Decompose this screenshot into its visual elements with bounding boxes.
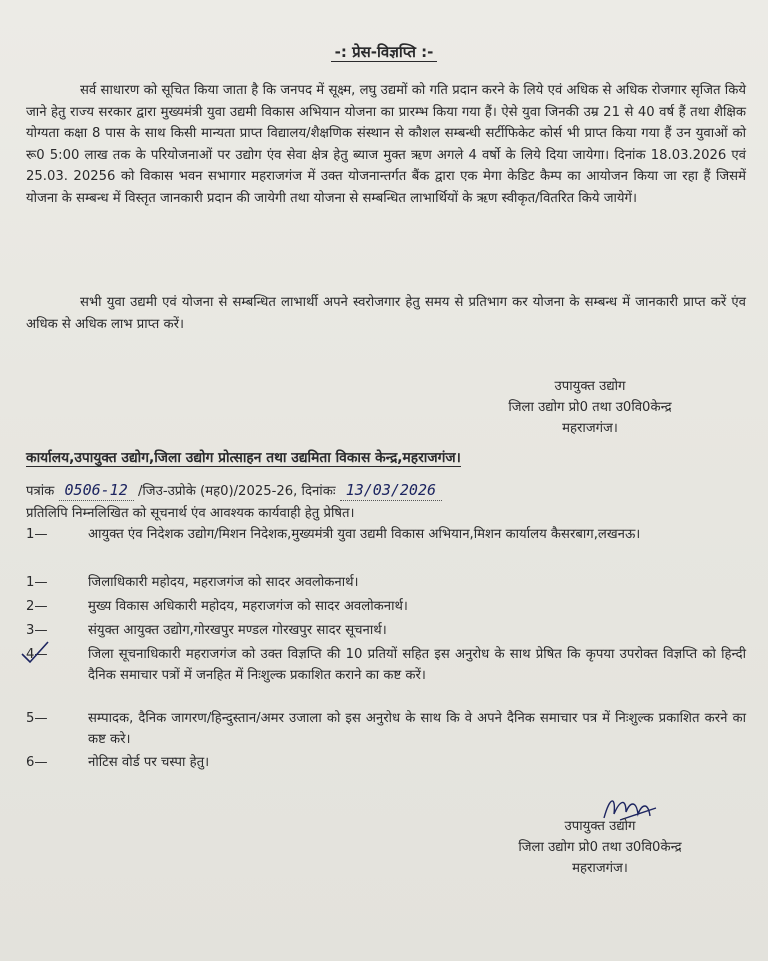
- list-item-number: 6—: [26, 755, 48, 770]
- signatory-location: महराजगंज।: [572, 861, 628, 876]
- reference-line: [26, 480, 746, 502]
- list-item-text: सम्पादक, दैनिक जागरण/हिन्दुस्तान/अमर उजाला को इस अनुरोध के साथ कि वे अपने दैनिक समाचार पत्र में निःशुल्क प्रकाशित करने का कष्ट करे।: [88, 711, 746, 747]
- list-item-number: 3—: [26, 623, 48, 638]
- announcement-paragraph: सर्व साधारण को सूचित किया जाता है कि जनपद में सूक्ष्म, लघु उद्यमों को गति प्रदान करने के लिये एवं अधिक से अधिक रोजगार सृजित किये जाने हेतु राज्य सरकार द्वारा मुख्यमंत्री युवा उद्यमी विकास अभियान योजना का प्रारम्भ किया गया हैं। ऐसे युवा जिनकी उम्र 21 से 40 वर्ष हैं तथा शैक्षिक योग्यता कक्षा 8 पास के साथ किसी मान्यता प्राप्त विद्यालय/शैक्षणिक संस्थान से कौशल सम्बन्धी सर्टीफिकेट कोर्स भी प्राप्त किया गया हैं उन युवाओं को रू0 5:00 लाख तक के परियोजनाओं पर उद्योग एंव सेवा क्षेत्र हेतु ब्याज मुक्त ऋण अगले 4 वर्षो के लिये दिया जायेगा। दिनांक 18.03.2026 एवं 25.03. 20256 को विकास भवन सभागार महराजगंज में उक्त योजनान्तर्गत बैंक द्वारा एक मेगा केडिट कैम्प का आयोजन किया जा रहा हैं जिसमें योजना के सम्बन्ध में विस्तृत जानकारी प्रदान की जायेगी तथा योजना से सम्बन्धित लाभार्थियों के ऋण स्वीकृत/वितरित किये जायेगें।: [26, 83, 746, 206]
- list-item-text: मुख्य विकास अधिकारी महोदय, महराजगंज को सादर अवलोकनार्थ।: [88, 599, 408, 614]
- signatory-designation: उपायुक्त उद्योग: [564, 819, 636, 834]
- signatory-location: महराजगंज।: [562, 421, 618, 436]
- tick-mark-icon: [20, 640, 50, 666]
- list-item-text: संयुक्त आयुक्त उद्योग,गोरखपुर मण्डल गोरखपुर सादर सूचनार्थ।: [88, 623, 387, 638]
- list-item-text: आयुक्त एंव निदेशक उद्योग/मिशन निदेशक,मुख्यमंत्री युवा उद्यमी विकास अभियान,मिशन कार्यालय कैसरबाग,लखनऊ।: [88, 527, 641, 542]
- press-release-title: -: प्रेस-विज्ञप्ति :-: [0, 42, 768, 62]
- list-item-text: जिलाधिकारी महोदय, महराजगंज को सादर अवलोकनार्थ।: [88, 575, 359, 590]
- signature-block-top: [430, 376, 750, 439]
- appeal-paragraph: सभी युवा उद्यमी एवं योजना से सम्बन्धित लाभार्थी अपने स्वरोजगार हेतु समय से प्रतिभाग कर योजना के सम्बन्ध में जानकारी प्राप्त करें एंव अधिक से अधिक लाभ प्राप्त करें।: [26, 295, 746, 332]
- list-item-number: 2—: [26, 599, 48, 614]
- signatory-office: जिला उद्योग प्रो0 तथा उ0वि0केन्द्र: [508, 400, 672, 415]
- list-item-number: 1—: [26, 575, 48, 590]
- reference-date: 13/03/2026: [340, 480, 442, 501]
- copy-to-line: प्रतिलिपि निम्नलिखित को सूचनार्थ एंव आवश्यक कार्यवाही हेतु प्रेषित।: [26, 506, 355, 521]
- reference-number: 0506-12: [59, 480, 134, 501]
- list-item-number: 4—: [26, 647, 48, 662]
- signatory-designation: उपायुक्त उद्योग: [554, 379, 626, 394]
- list-item-number: 1—: [26, 527, 48, 542]
- list-item-text: जिला सूचनाधिकारी महराजगंज को उक्त विज्ञप्ति की 10 प्रतियों सहित इस अनुरोध के साथ प्रेषित कि कृपया उपरोक्त विज्ञप्ति को हिन्दी दैनिक समाचार पत्रों में जनहित में निःशुल्क प्रकाशित कराने का कष्ट करें।: [88, 647, 746, 683]
- list-item-text: नोटिस वोर्ड पर चस्पा हेतु।: [88, 755, 210, 770]
- signature-block-bottom: [440, 816, 760, 879]
- signatory-office: जिला उद्योग प्रो0 तथा उ0वि0केन्द्र: [518, 840, 682, 855]
- reference-middle: /जिउ-उप्रोके (मह0)/2025-26, दिनांकः: [137, 484, 336, 499]
- office-heading: कार्यालय,उपायुक्त उद्योग,जिला उद्योग प्रोत्साहन तथा उद्यमिता विकास केन्द्र,महराजगंज।: [26, 450, 461, 466]
- reference-prefix: पत्रांक: [26, 484, 55, 499]
- list-item-number: 5—: [26, 711, 48, 726]
